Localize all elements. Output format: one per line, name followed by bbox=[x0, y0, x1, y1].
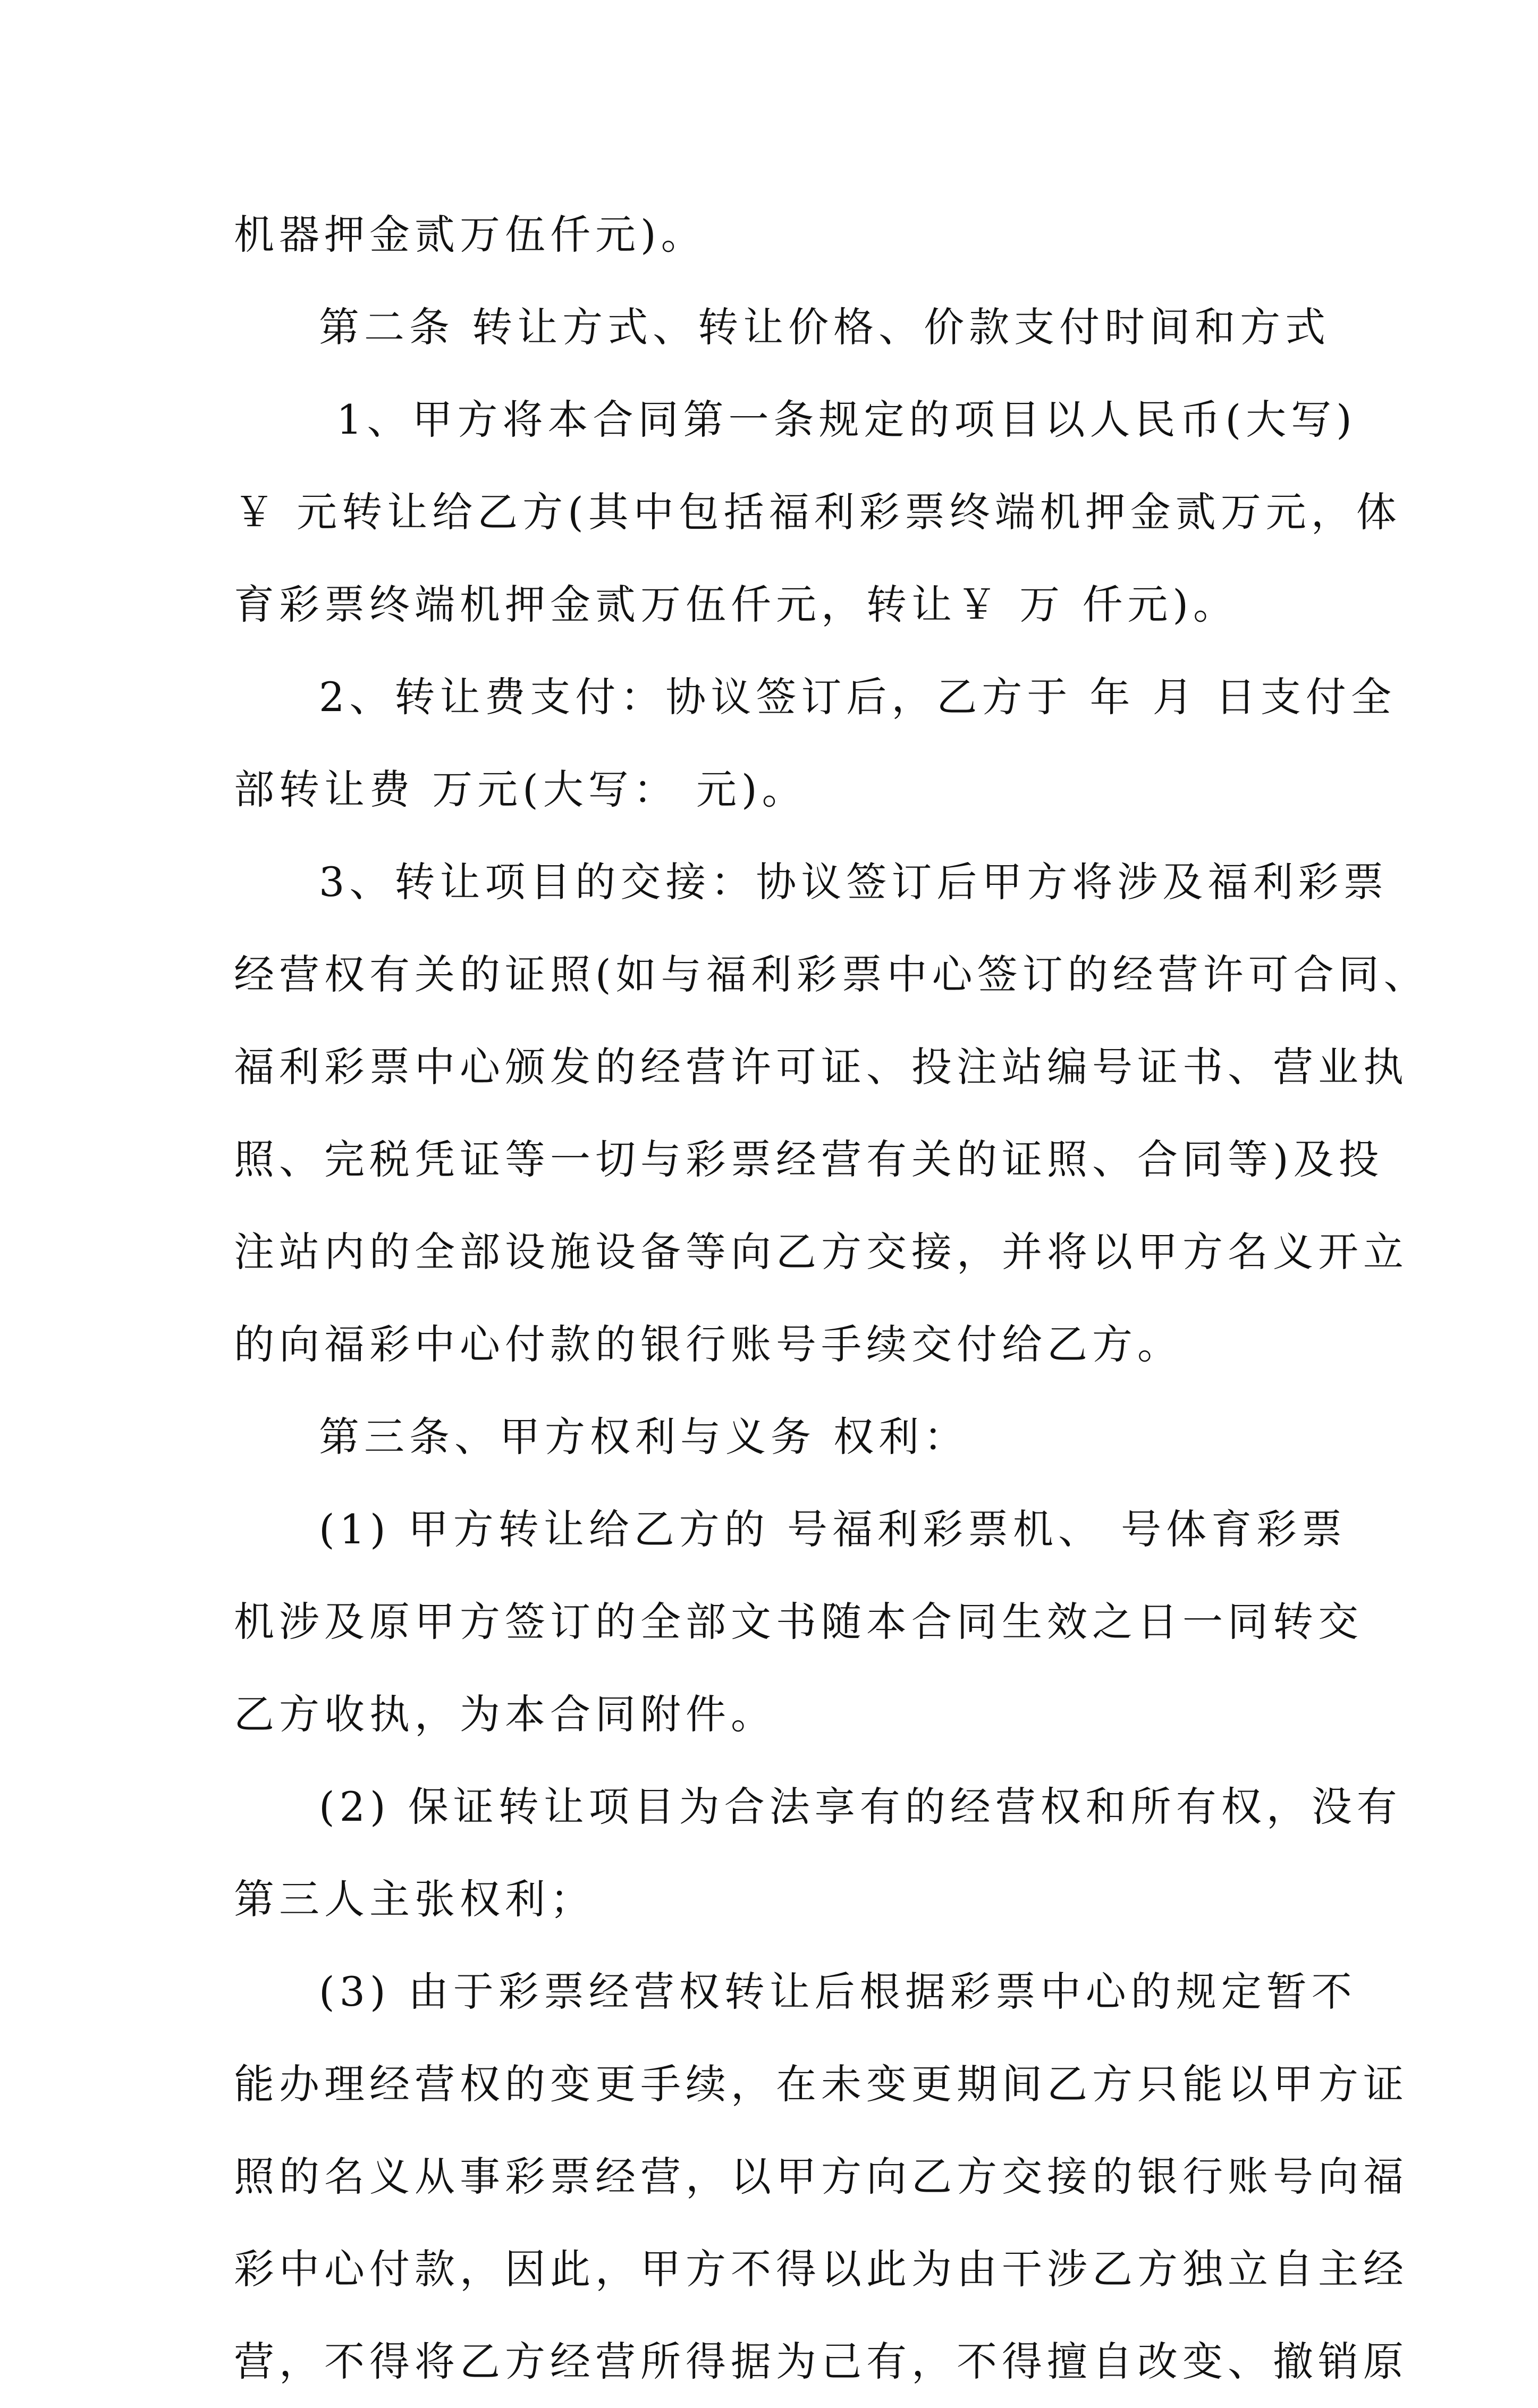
text-line: 营，不得将乙方经营所得据为己有，不得擅自改变、撤销原 bbox=[234, 2338, 1408, 2385]
text-line: 照、完税凭证等一切与彩票经营有关的证照、合同等)及投 bbox=[234, 1136, 1384, 1183]
text-line: 育彩票终端机押金贰万伍仟元，转让￥ 万 仟元)。 bbox=[234, 581, 1238, 628]
text-line: 能办理经营权的变更手续，在未变更期间乙方只能以甲方证 bbox=[234, 2060, 1408, 2108]
text-line: 机涉及原甲方签订的全部文书随本合同生效之日一同转交 bbox=[234, 1598, 1363, 1645]
text-line: 的向福彩中心付款的银行账号手续交付给乙方。 bbox=[234, 1321, 1182, 1368]
text-line: 经营权有关的证照(如与福利彩票中心签订的经营许可合同、 bbox=[234, 951, 1429, 998]
document-body bbox=[234, 189, 1429, 2408]
text-line: 3、转让项目的交接：协议签订后甲方将涉及福利彩票 bbox=[319, 858, 1389, 906]
text-line: ￥ 元转让给乙方(其中包括福利彩票终端机押金贰万元，体 bbox=[234, 488, 1401, 536]
text-line: 福利彩票中心颁发的经营许可证、投注站编号证书、营业执 bbox=[234, 1043, 1408, 1091]
text-line: 乙方收执，为本合同附件。 bbox=[234, 1691, 776, 1738]
text-line: (2) 保证转让项目为合法享有的经营权和所有权，没有 bbox=[319, 1783, 1402, 1830]
text-line: 部转让费 万元(大写： 元)。 bbox=[234, 766, 807, 813]
text-line: 2、转让费支付：协议签订后，乙方于 年 月 日支付全 bbox=[319, 673, 1396, 721]
text-line: 照的名义从事彩票经营，以甲方向乙方交接的银行账号向福 bbox=[234, 2153, 1408, 2200]
text-line: 机器押金贰万伍仟元)。 bbox=[234, 211, 706, 258]
text-line: (1) 甲方转让给乙方的 号福利彩票机、 号体育彩票 bbox=[319, 1506, 1347, 1553]
text-line: 第二条 转让方式、转让价格、价款支付时间和方式 bbox=[319, 303, 1331, 351]
text-line: (3) 由于彩票经营权转让后根据彩票中心的规定暂不 bbox=[319, 1968, 1357, 2015]
text-line: 彩中心付款，因此，甲方不得以此为由干涉乙方独立自主经 bbox=[234, 2245, 1408, 2293]
text-line: 第三人主张权利； bbox=[234, 1875, 595, 1923]
text-line: 第三条、甲方权利与义务 权利： bbox=[319, 1413, 969, 1460]
text-line: 1、甲方将本合同第一条规定的项目以人民币(大写) bbox=[319, 396, 1357, 443]
text-line: 注站内的全部设施设备等向乙方交接，并将以甲方名义开立 bbox=[234, 1228, 1408, 1275]
